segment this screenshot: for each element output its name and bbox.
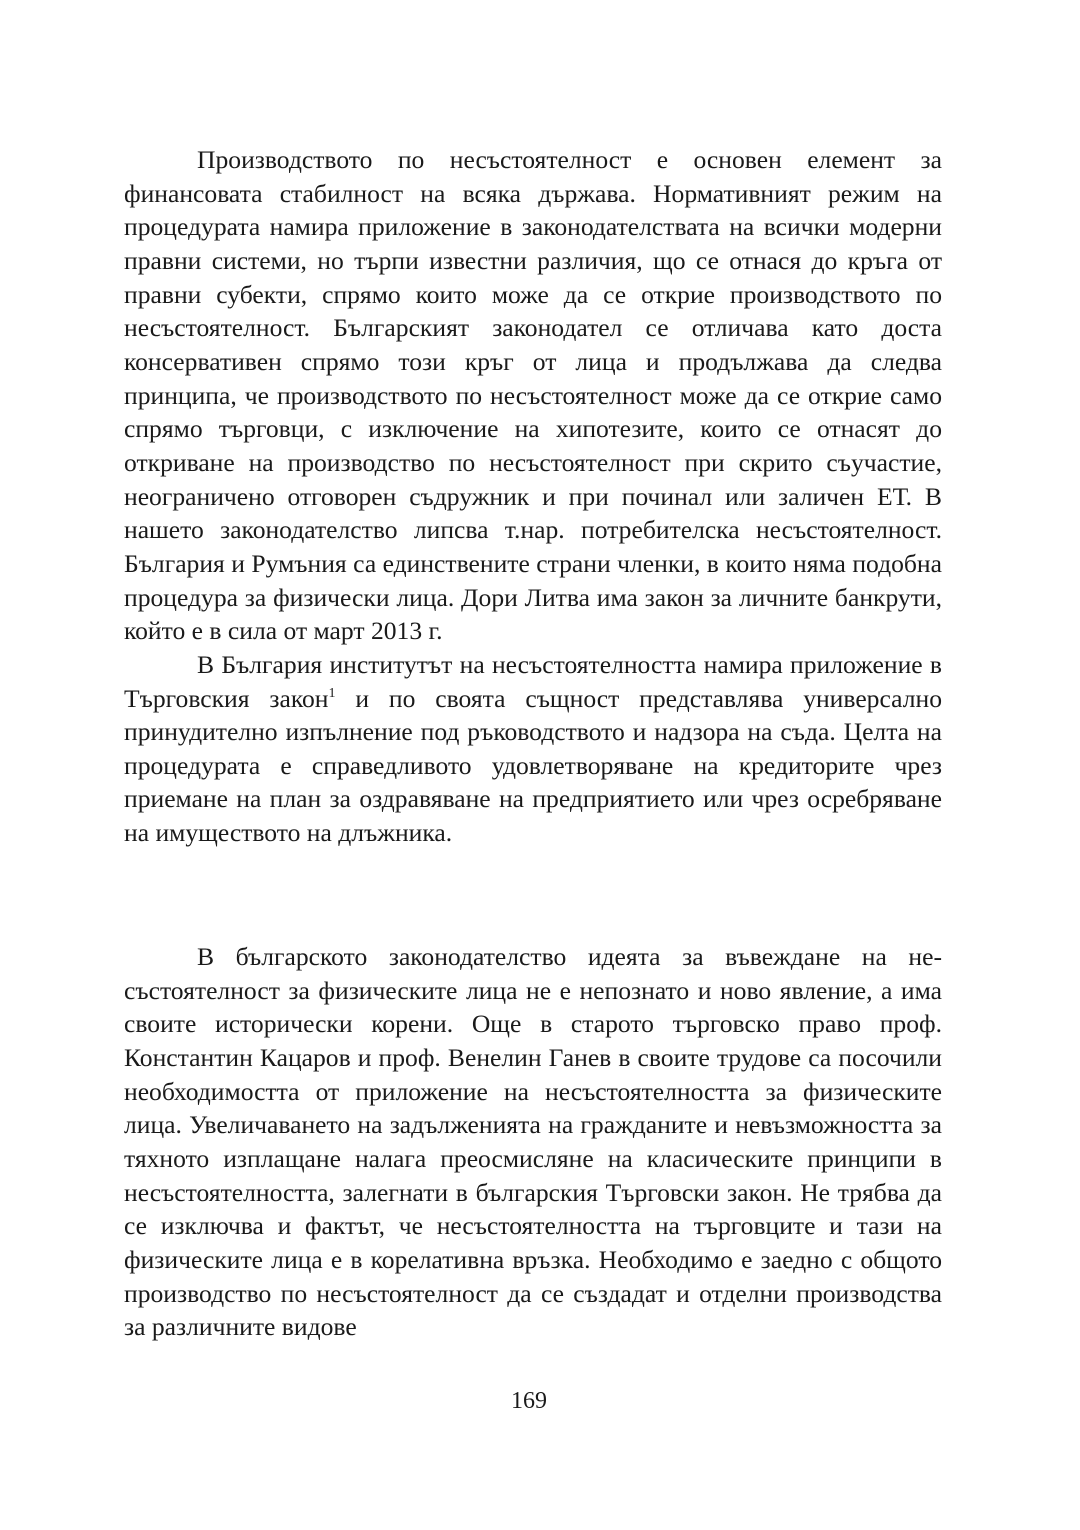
paragraph-3: В българското законодателство идеята за въвеждане на несъстоятелност за физическите лица не е непознато и ново явление, а има своите исторически корени. Още в старото търговско право проф. Константин Кацаров и проф. Венелин Ганев в своите трудове са посочили необходимостта от приложение на несъстоятелността за физическите лица. Увеличаването на задълженията на гражданите и невъзможността за тяхното изплащане налага преосмисляне на класическите принципи в несъстоятелността, залегнати в българския Търговски закон. Не трябва да се изключва и фактът, че несъстоятелността на търговците и тази на физическите лица е в корелативна връзка. Необходимо е заедно с общото производство по несъстоятелност да се създадат и отделни производства за различните видове — [124, 942, 942, 1342]
text-block-bottom — [124, 940, 942, 1344]
page-number: 169 — [511, 1388, 547, 1414]
paragraph-2-text-end: и по своята същност представлява универсално принудително изпълнение под ръководството и надзора на съда. Целта на процедурата е справедливото удовлетворяване на кредиторите чрез приемане на план за оздравяване на предприятието или чрез осребряване на имуществото на длъжника. — [124, 683, 942, 848]
footnote-ref: 1 — [328, 685, 336, 701]
paragraph-2 — [124, 648, 942, 850]
paragraph-2-text-start: В България институтът на несъстоятелността намира приложение в Търговския закон — [124, 649, 942, 713]
paragraph-1: Производството по несъстоятелност е основен елемент за финансовата стабилност на всяка държава. Нормативният режим на процедурата намира приложение в законодателствата на всички модерни правни системи, но търпи известни различия, що се отнася до кръга от правни субекти, спрямо които може да се открие производството по несъстоятелност. Българският законодател се отличава като доста консервативен спрямо този кръг от лица и продължава да следва принципа, че производството по несъстоятелност може да се открие само спрямо търговци, с изключение на хипотезите, които се отнасят до откриване на производство по несъстоятелност при скрито съучастие, неограничено отговорен съдружник и при починал или заличен ЕТ. В нашето законодателство липсва т.нар. потребителска несъстоятелност. България и Румъния са единствените страни членки, в които няма подобна процедура за физически лица. Дори Литва има закон за личните банкрути, който е в сила от март 2013 г. — [124, 145, 942, 646]
text-block-top — [124, 143, 942, 850]
